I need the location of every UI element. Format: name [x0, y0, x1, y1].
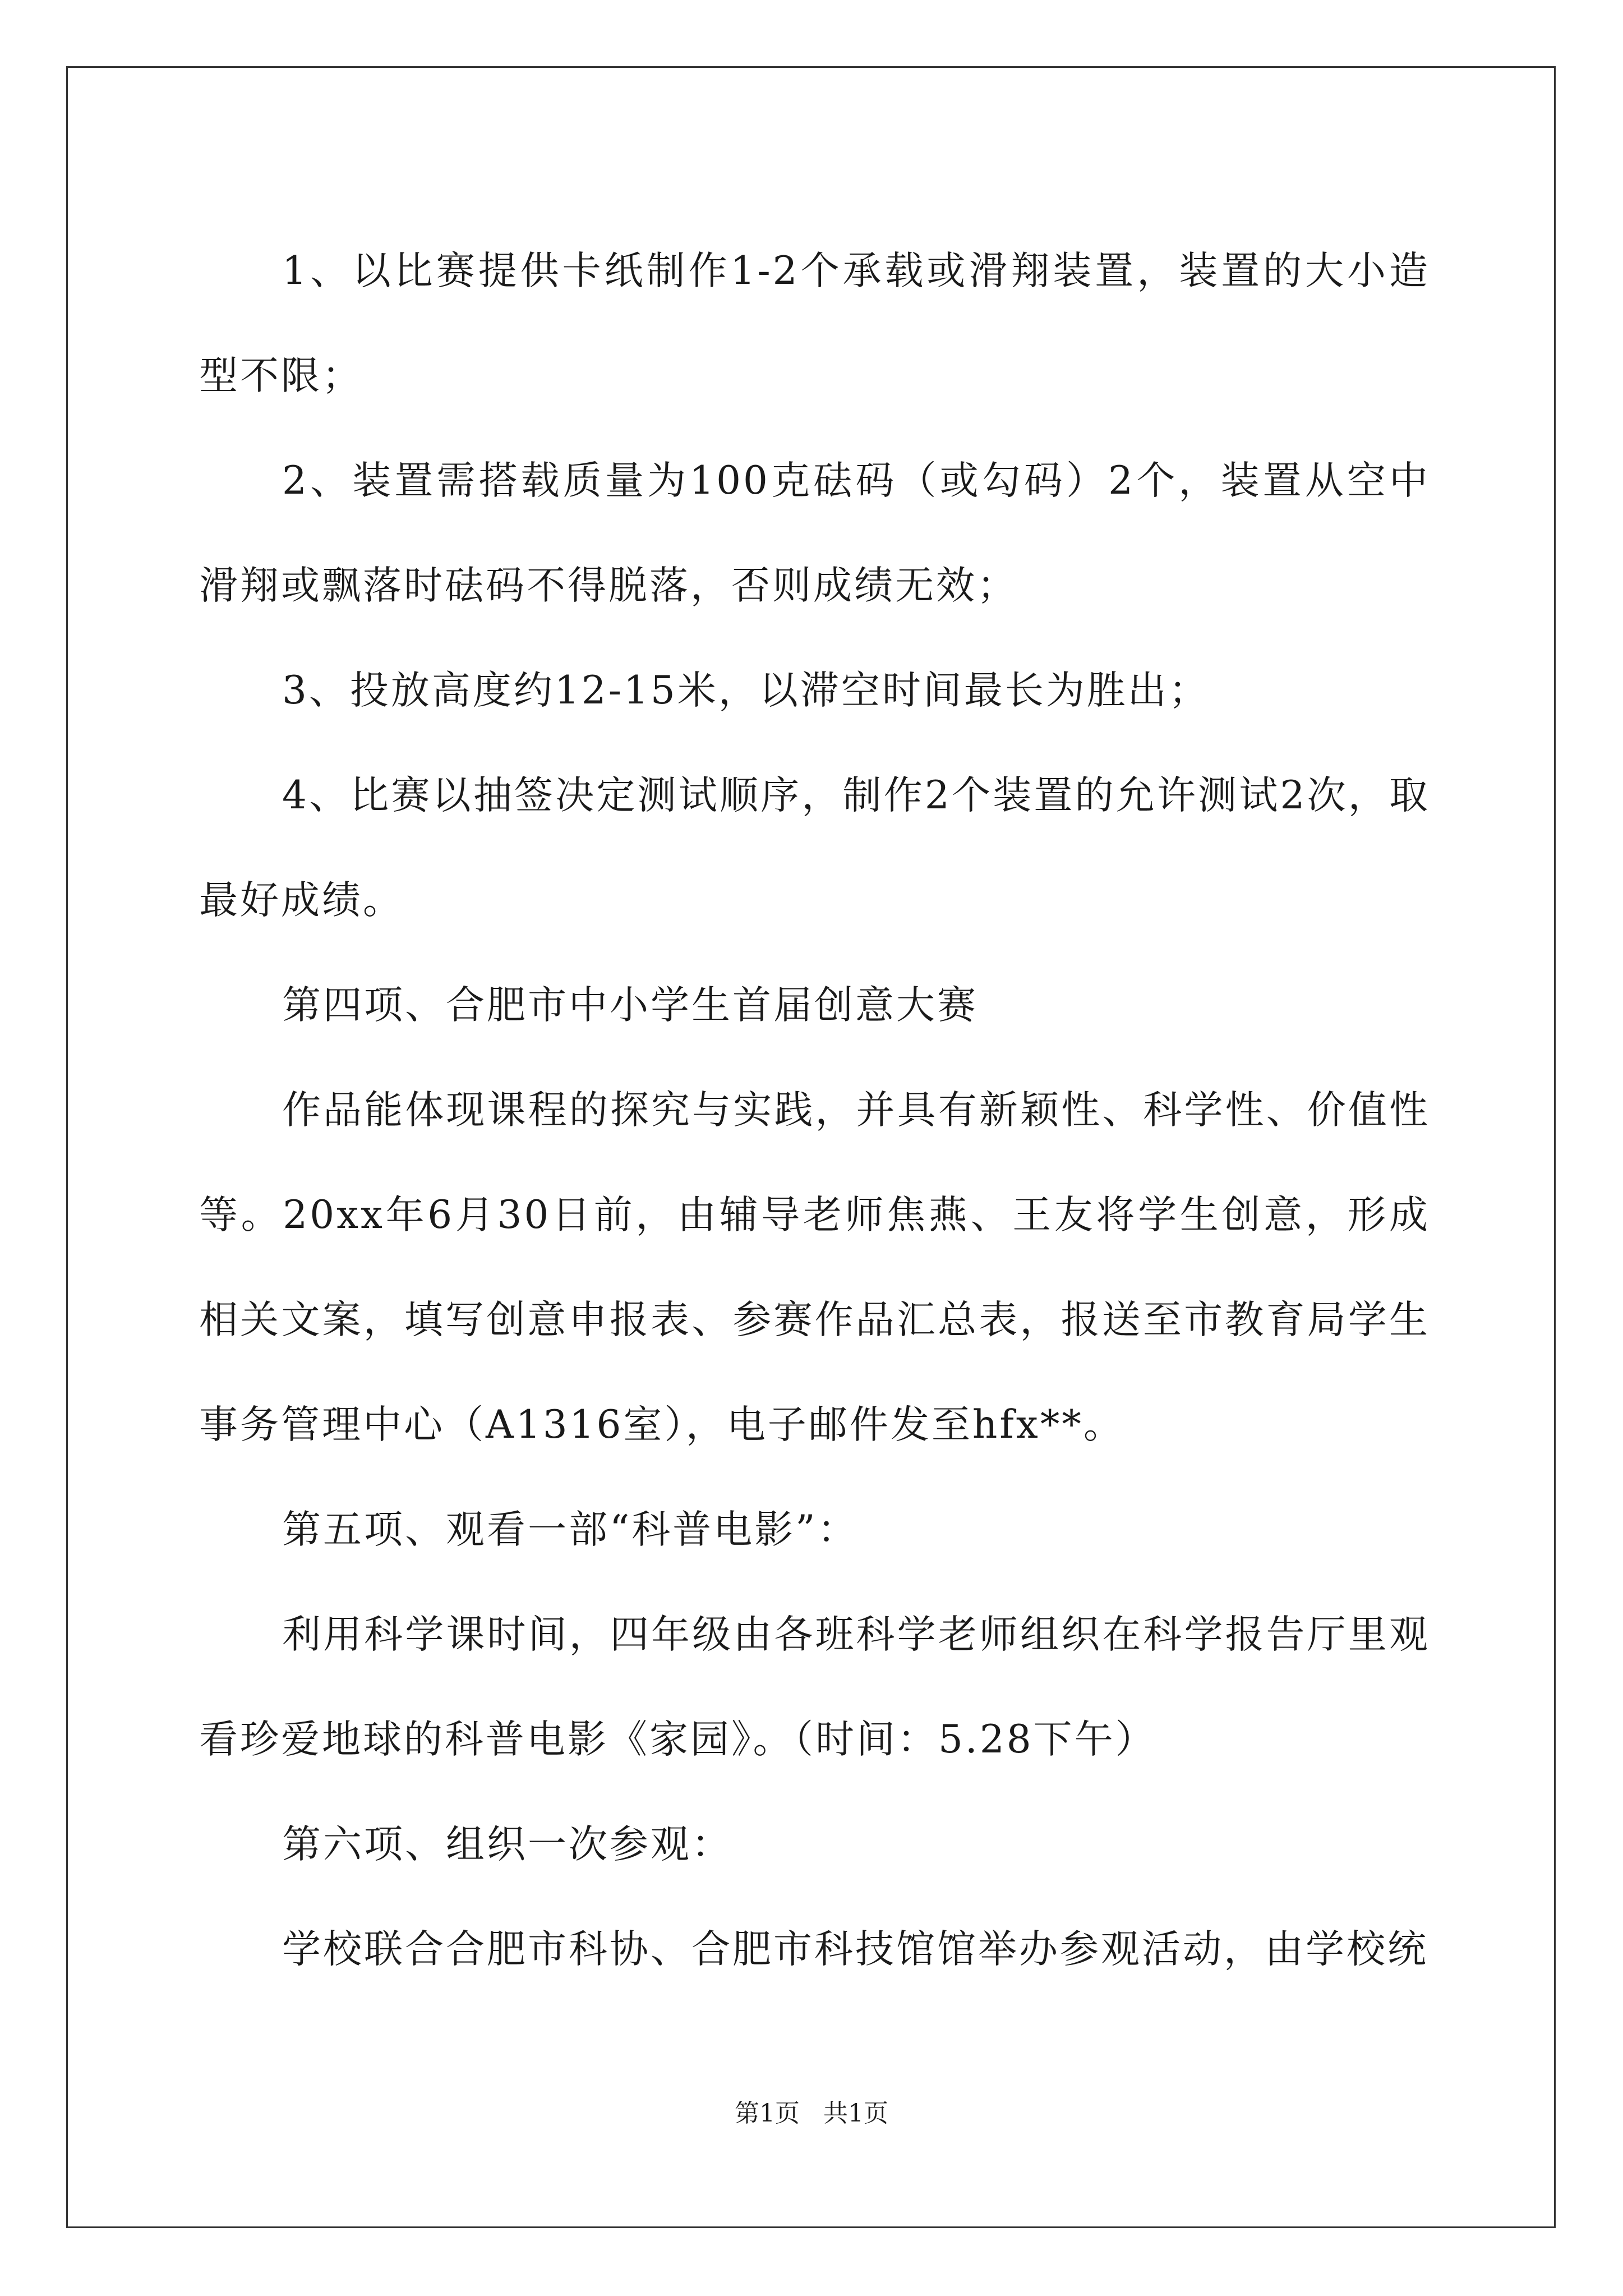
paragraph-rule-2: 2、装置需搭载质量为100克砝码（或勾码）2个，装置从空中滑翔或飘落时砝码不得脱落，否则成绩无效；	[199, 458, 1430, 608]
paragraph-science-movie: 利用科学课时间，四年级由各班科学老师组织在科学报告厅里观看珍爱地球的科普电影《家园》。（时间：5.28下午）	[199, 1612, 1430, 1762]
page-number-footer: 第1页 共1页	[735, 2099, 888, 2128]
section-heading-6: 第六项、组织一次参观：	[282, 1822, 732, 1867]
document-body	[199, 219, 1430, 2002]
paragraph-rule-1: 1、以比赛提供卡纸制作1-2个承载或滑翔装置，装置的大小造型不限；	[199, 249, 1430, 398]
paragraph-creative-contest: 作品能体现课程的探究与实践，并具有新颖性、科学性、价值性等。20xx年6月30日前，由辅导老师焦燕、王友将学生创意，形成相关文案，填写创意申报表、参赛作品汇总表，报送至市教育局学生事务管理中心（A1316室），电子邮件发至hfx**。	[199, 1088, 1430, 1447]
section-heading-4: 第四项、合肥市中小学生首届创意大赛	[282, 983, 978, 1028]
paragraph-visit: 学校联合合肥市科协、合肥市科技馆馆举办参观活动，由学校统	[282, 1927, 1428, 1972]
paragraph-rule-3: 3、投放高度约12-15米，以滞空时间最长为胜出；	[282, 668, 1210, 713]
section-heading-5: 第五项、观看一部“科普电影”：	[282, 1507, 859, 1552]
paragraph-rule-4: 4、比赛以抽签决定测试顺序，制作2个装置的允许测试2次，取最好成绩。	[199, 773, 1430, 923]
